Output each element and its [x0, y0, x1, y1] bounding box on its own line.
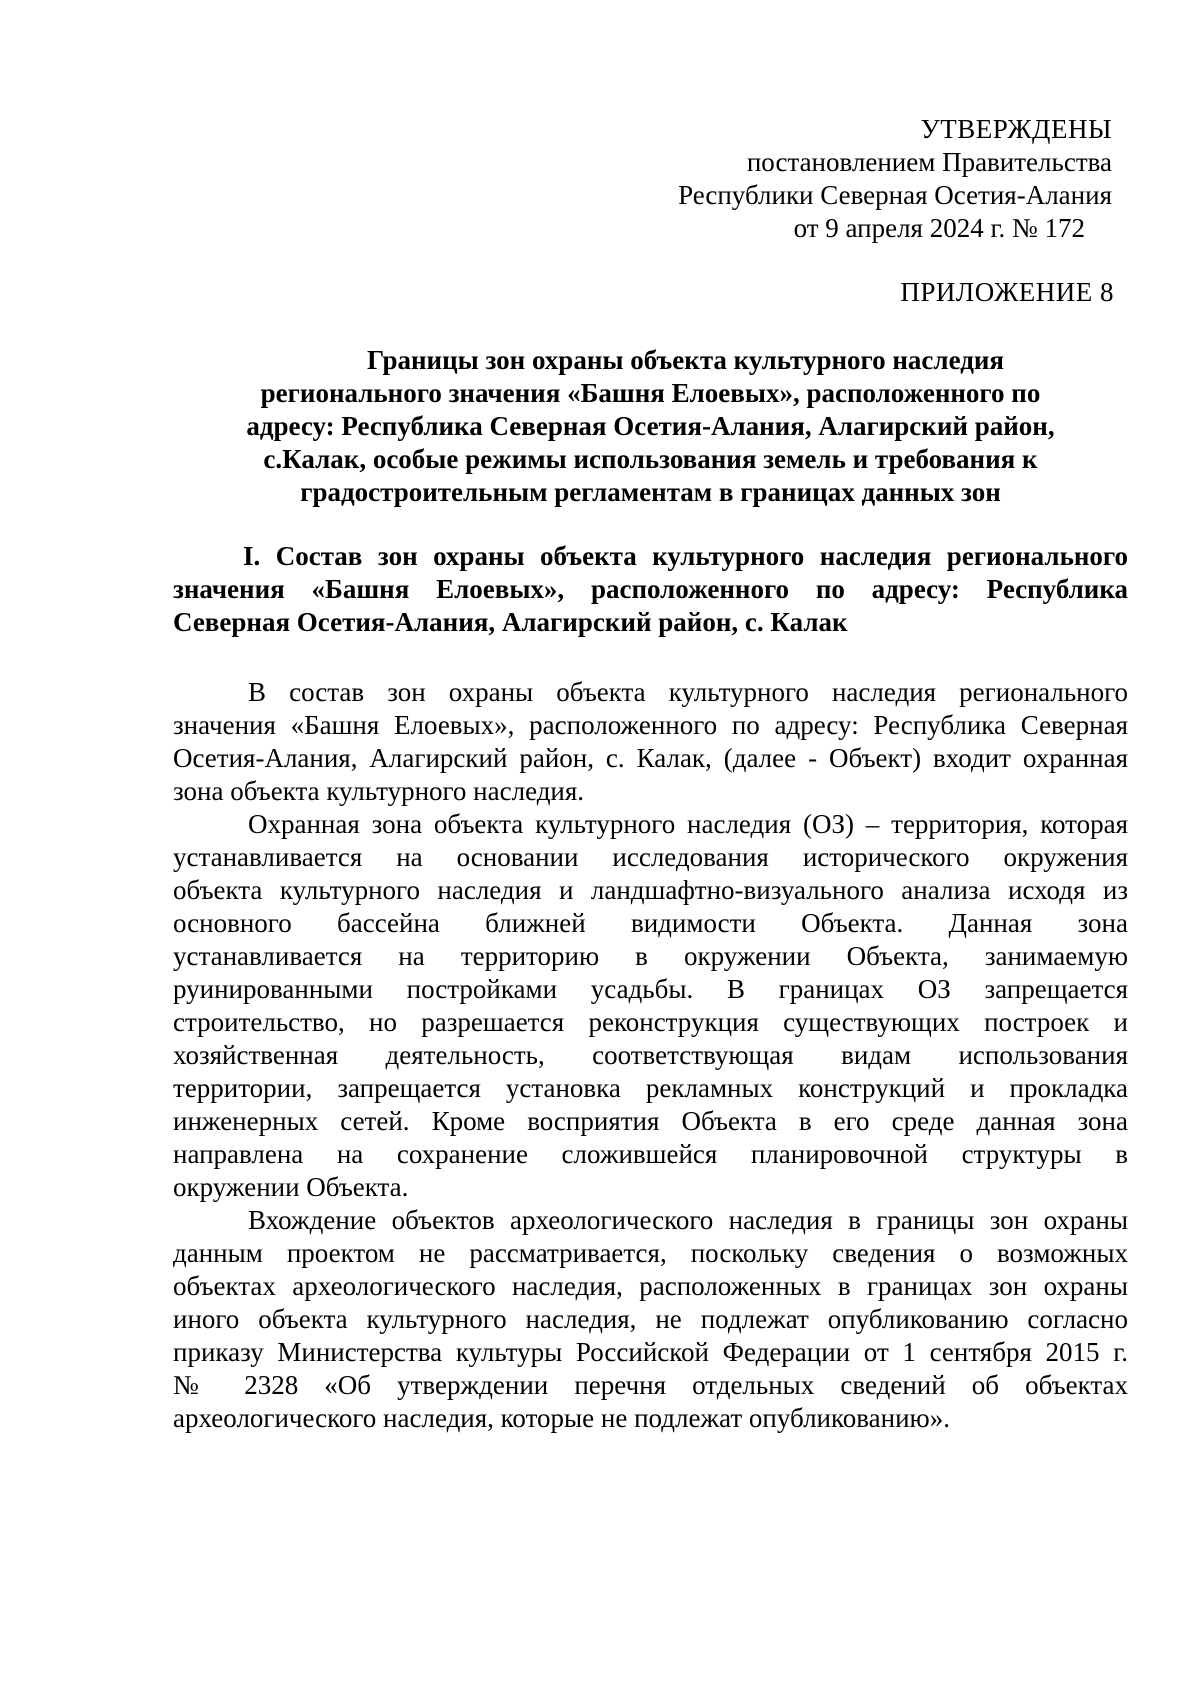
section-title	[173, 540, 1128, 639]
text-line: устанавливается на основании исследования исторического окружения	[173, 842, 1128, 872]
text-line: № 2328 «Об утверждении перечня отдельных сведений об объектах	[173, 1370, 1128, 1400]
text-line: приказу Министерства культуры Российской Федерации от 1 сентября 2015 г.	[173, 1337, 1128, 1367]
approval-line-1: постановлением Правительства	[746, 147, 1112, 177]
text-line: Вхождение объектов археологического наследия в границы зон охраны	[248, 1205, 1128, 1235]
title-line: адресу: Республика Северная Осетия-Алания, Алагирский район,	[246, 411, 1055, 441]
text-line: окружении Объекта.	[173, 1172, 409, 1202]
section-title-line: I. Состав зон охраны объекта культурного наследия регионального	[243, 541, 1128, 571]
text-line: строительство, но разрешается реконструкция существующих построек и	[173, 1007, 1128, 1037]
paragraph	[173, 676, 1128, 808]
text-line: Осетия-Алания, Алагирский район, с. Калак, (далее - Объект) входит охранная	[173, 743, 1128, 773]
text-line: хозяйственная деятельность, соответствующая видам использования	[173, 1040, 1128, 1070]
text-line: зона объекта культурного наследия.	[173, 776, 585, 806]
text-line: объекта культурного наследия и ландшафтно-визуального анализа исходя из	[173, 875, 1128, 905]
title-line: регионального значения «Башня Елоевых», расположенного по	[260, 378, 1041, 408]
text-line: данным проектом не рассматривается, поскольку сведения о возможных	[173, 1238, 1128, 1268]
text-line: иного объекта культурного наследия, не подлежат опубликованию согласно	[173, 1304, 1128, 1334]
paragraph	[173, 808, 1128, 1204]
approval-block	[678, 113, 1112, 245]
title-line: Границы зон охраны объекта культурного наследия	[366, 345, 1005, 375]
text-line: инженерных сетей. Кроме восприятия Объекта в его среде данная зона	[173, 1106, 1128, 1136]
approval-date: от 9 апреля 2024 г. № 172	[793, 213, 1085, 243]
text-line: территории, запрещается установка рекламных конструкций и прокладка	[173, 1073, 1128, 1103]
document-title	[173, 344, 1128, 509]
text-line: В состав зон охраны объекта культурного наследия регионального	[248, 677, 1128, 707]
approval-heading: УТВЕРЖДЕНЫ	[920, 114, 1112, 144]
text-line: археологического наследия, которые не подлежат опубликованию».	[173, 1403, 950, 1433]
text-line: основного бассейна ближней видимости Объекта. Данная зона	[173, 908, 1128, 938]
text-line: устанавливается на территорию в окружении Объекта, занимаемую	[173, 941, 1128, 971]
text-line: Охранная зона объекта культурного наследия (ОЗ) – территория, которая	[248, 809, 1128, 839]
section-title-line: значения «Башня Елоевых», расположенного по адресу: Республика	[173, 574, 1128, 604]
text-line: значения «Башня Елоевых», расположенного по адресу: Республика Северная	[173, 710, 1128, 740]
section-title-line: Северная Осетия-Алания, Алагирский район, с. Калак	[173, 607, 848, 637]
text-line: направлена на сохранение сложившейся планировочной структуры в	[173, 1139, 1128, 1169]
text-line: объектах археологического наследия, расположенных в границах зон охраны	[173, 1271, 1128, 1301]
document-body	[173, 676, 1128, 1435]
title-line: градостроительным регламентам в границах данных зон	[300, 477, 1001, 507]
paragraph	[173, 1204, 1128, 1435]
title-line: с.Калак, особые режимы использования земель и требования к	[263, 444, 1038, 474]
appendix-label: ПРИЛОЖЕНИЕ 8	[900, 277, 1114, 307]
text-line: руинированными постройками усадьбы. В границах ОЗ запрещается	[173, 974, 1128, 1004]
approval-line-2: Республики Северная Осетия-Алания	[678, 180, 1112, 210]
